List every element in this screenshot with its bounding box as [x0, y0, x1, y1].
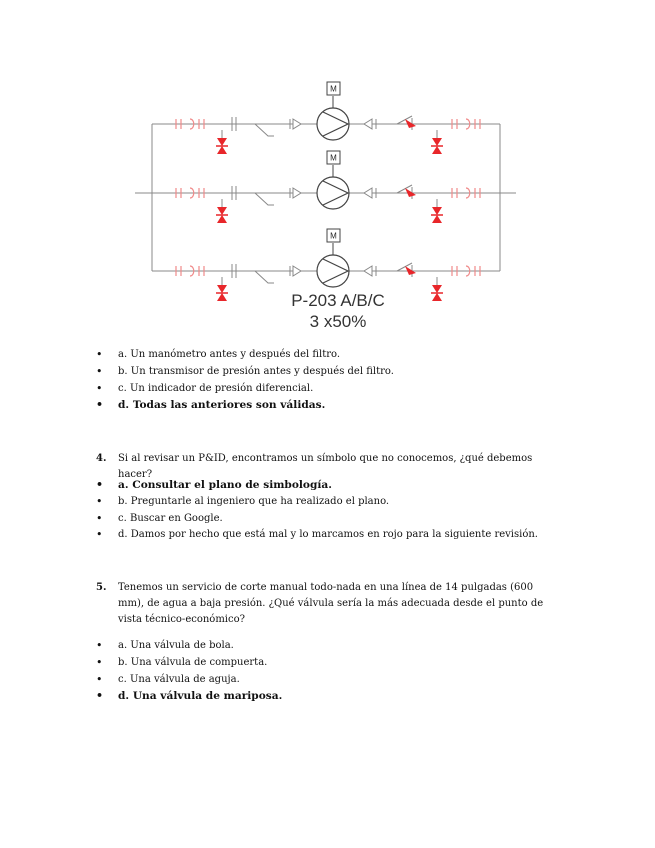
- q5-text: Tenemos un servicio de corte manual todo-nada en una línea de 14 pulgadas (600 mm), de agua a baja presión. ¿Qué válvula sería la más adecuada desde el punto de vista técnico-económico?: [118, 582, 544, 625]
- q4-options: [96, 477, 538, 544]
- q4-number: 4.: [96, 453, 107, 464]
- q4-option-d[interactable]: • d. Damos por hecho que está mal y lo marcamos en rojo para la siguiente revisión.: [96, 527, 538, 544]
- q5-option-b[interactable]: • b. Una válvula de compuerta.: [96, 655, 282, 672]
- q4-option-b[interactable]: • b. Preguntarle al ingeniero que ha realizado el plano.: [96, 494, 538, 511]
- pump-tag-label: P-203 A/B/C: [291, 291, 385, 310]
- train-1-motor-label: M: [330, 84, 337, 94]
- q4-option-c[interactable]: • c. Buscar en Google.: [96, 511, 538, 528]
- train-1-pump: [317, 108, 349, 140]
- train-3-pump: [317, 255, 349, 287]
- q5-option-d[interactable]: • d. Una válvula de mariposa.: [96, 688, 282, 705]
- pump-trains: [135, 82, 516, 301]
- q5-question: [96, 580, 556, 628]
- q5-option-a[interactable]: • a. Una válvula de bola.: [96, 638, 282, 655]
- train-3-motor-label: M: [330, 231, 337, 241]
- q3-options: [96, 347, 394, 414]
- q5-options: [96, 638, 282, 705]
- pid-diagram: [0, 0, 655, 340]
- q4-text: Si al revisar un P&ID, encontramos un símbolo que no conocemos, ¿qué debemos hacer?: [118, 453, 533, 480]
- train-2-motor-label: M: [330, 153, 337, 163]
- q3-option-a[interactable]: • a. Un manómetro antes y después del filtro.: [96, 347, 394, 364]
- pump-config-label: 3 x50%: [309, 312, 367, 331]
- q3-option-b[interactable]: • b. Un transmisor de presión antes y después del filtro.: [96, 364, 394, 381]
- train-2-pump: [317, 177, 349, 209]
- train-2-strainer: [232, 186, 274, 205]
- q5-option-c[interactable]: • c. Una válvula de aguja.: [96, 672, 282, 689]
- train-3-strainer: [232, 264, 274, 283]
- q3-option-d[interactable]: • d. Todas las anteriores son válidas.: [96, 397, 394, 414]
- q3-option-c[interactable]: • c. Un indicador de presión diferencial.: [96, 381, 394, 398]
- q5-number: 5.: [96, 582, 107, 593]
- q4-option-a[interactable]: • a. Consultar el plano de simbología.: [96, 477, 538, 494]
- train-1-strainer: [232, 117, 274, 136]
